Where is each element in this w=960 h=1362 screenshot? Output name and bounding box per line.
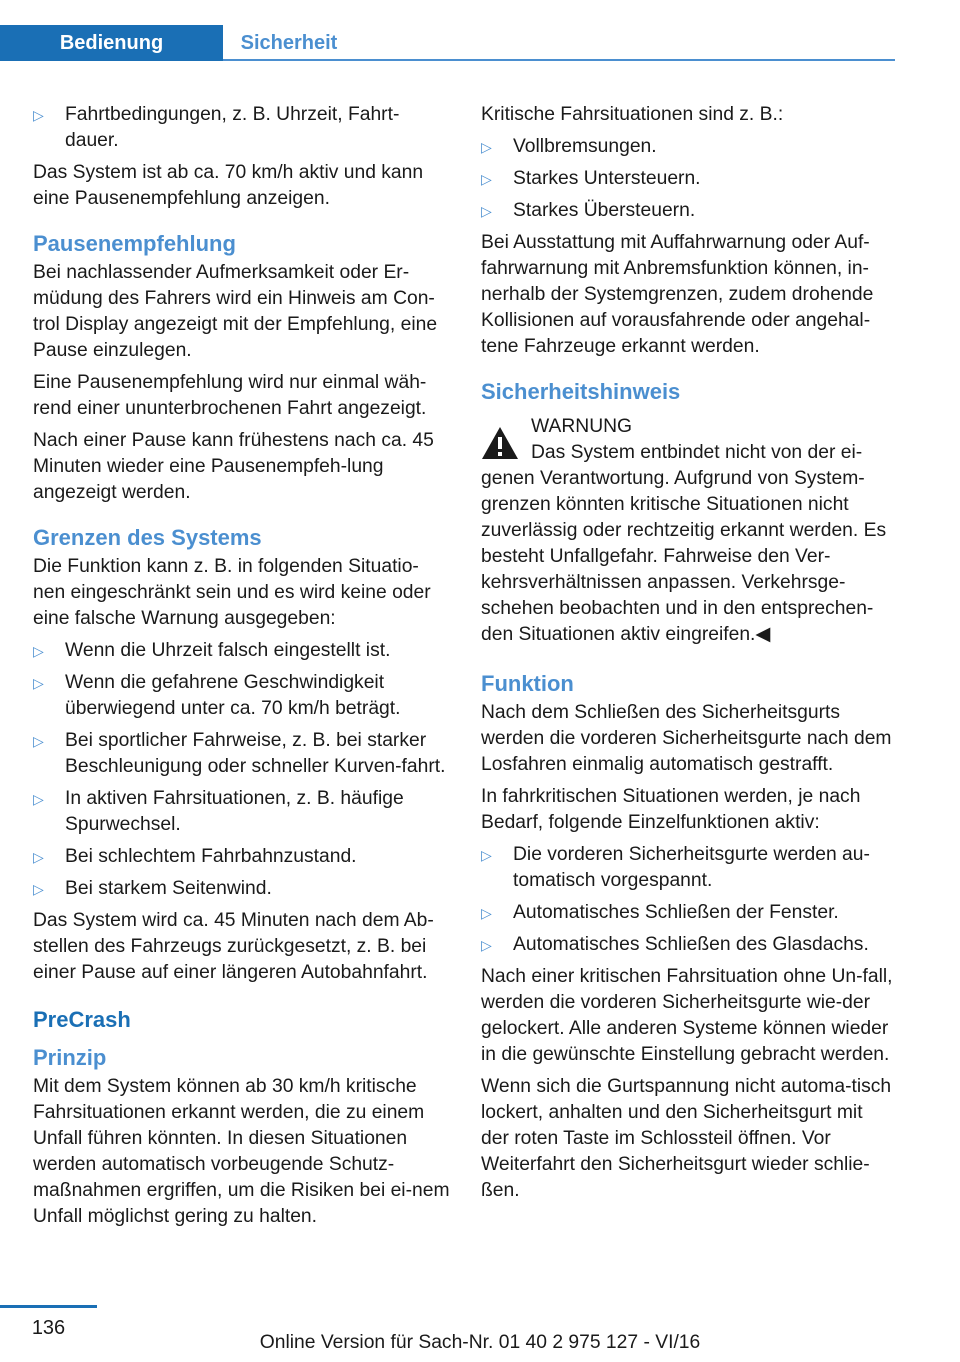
paragraph: In fahrkritischen Situationen werden, je nach Bedarf, folgende Einzelfunktionen aktiv:: [481, 786, 861, 833]
footer-version: Online Version für Sach-Nr. 01 40 2 975 127 - VI/16: [259, 1332, 701, 1353]
list-item: [33, 876, 451, 902]
bullet-icon: ▷: [481, 171, 492, 187]
list-item: [33, 786, 451, 838]
list-item: [33, 728, 451, 780]
tab-bedienung[interactable]: Bedienung: [0, 25, 223, 61]
list-item-text: Automatisches Schließen des Glasdachs.: [513, 934, 869, 955]
bullet-icon: ▷: [481, 203, 492, 219]
right-column: [481, 102, 894, 1210]
list-item: [33, 670, 451, 722]
list-item-text: Wenn die gefahrene Geschwindigkeit überwiegend unter ca. 70 km/h beträgt.: [65, 672, 401, 719]
heading-precrash: PreCrash: [33, 1007, 131, 1032]
bullet-icon: ▷: [481, 937, 492, 953]
bullet-icon: ▷: [33, 107, 44, 123]
list-item: [481, 134, 894, 160]
bullet-icon: ▷: [33, 675, 44, 691]
heading-pausenempfehlung: Pausenempfehlung: [33, 231, 236, 256]
chapter-tabs: [0, 25, 895, 61]
bullet-icon: ▷: [33, 643, 44, 659]
paragraph: Wenn sich die Gurtspannung nicht automa‐tisch lockert, anhalten und den Sicherheitsgurt mit der roten Taste im Schlossteil öffnen. Vor Weiterfahrt den Sicherheitsgurt wieder schlie‐ßen.: [481, 1076, 892, 1201]
bullet-icon: ▷: [481, 905, 492, 921]
paragraph: Eine Pausenempfehlung wird nur einmal wäh‐rend einer ununterbrochenen Fahrt angezeigt.: [33, 372, 427, 419]
paragraph: Bei nachlassender Aufmerksamkeit oder Er‐müdung des Fahrers wird ein Hinweis am Con‐trol Display angezeigt mit der Empfehlung, eine Pause einzulegen.: [33, 262, 438, 361]
list-item: [481, 842, 894, 894]
paragraph: Bei Ausstattung mit Auffahrwarnung oder Auf‐fahrwarnung mit Anbremsfunktion können, in‐nerhalb der Systemgrenzen, zudem drohende Kollisionen auf vorausfahrende oder angehal‐tene Fahrzeuge erkannt werden.: [481, 232, 874, 357]
heading-prinzip: Prinzip: [33, 1045, 107, 1070]
page-number-rule: [0, 1305, 97, 1308]
heading-sicherheitshinweis: Sicherheitshinweis: [481, 379, 681, 404]
paragraph: Die Funktion kann z. B. in folgenden Situatio‐nen eingeschränkt sein und es wird keine oder eine falsche Warnung ausgegeben:: [33, 556, 431, 629]
list-item-text: Bei schlechtem Fahrbahnzustand.: [65, 846, 357, 867]
heading-funktion: Funktion: [481, 671, 574, 696]
paragraph: Kritische Fahrsituationen sind z. B.:: [481, 104, 784, 125]
bullet-icon: ▷: [33, 791, 44, 807]
list-item: [481, 932, 894, 958]
bullet-icon: ▷: [481, 139, 492, 155]
list-item-text: In aktiven Fahrsituationen, z. B. häufige Spurwechsel.: [65, 788, 404, 835]
list-item-text: Bei starkem Seitenwind.: [65, 878, 272, 899]
bullet-icon: ▷: [33, 881, 44, 897]
paragraph: Das System ist ab ca. 70 km/h aktiv und kann eine Pausenempfehlung anzeigen.: [33, 162, 424, 209]
list-item: [481, 900, 894, 926]
paragraph: Mit dem System können ab 30 km/h kritische Fahrsituationen erkannt werden, die zu einem Unfall führen könnten. In diesen Situationen werden automatisch vorbeugende Schutz‐maßnahmen ergriffen, um die Risiken bei ei‐nem Unfall möglichst gering zu halten.: [33, 1076, 450, 1227]
left-column: [33, 102, 451, 1236]
warning-box: [481, 414, 894, 648]
list-item: [481, 198, 894, 224]
heading-grenzen: Grenzen des Systems: [33, 525, 262, 550]
warning-triangle-icon: [481, 426, 519, 460]
list-item-text: Die vorderen Sicherheitsgurte werden au‐tomatisch vorgespannt.: [513, 844, 870, 891]
list-item-text: Fahrtbedingungen, z. B. Uhrzeit, Fahrt‐dauer.: [65, 104, 400, 151]
bullet-icon: ▷: [33, 849, 44, 865]
list-item-text: Starkes Übersteuern.: [513, 200, 696, 221]
paragraph: Nach einer Pause kann frühestens nach ca. 45 Minuten wieder eine Pausenempfeh‐lung angezeigt werden.: [33, 430, 434, 503]
list-item: [33, 638, 451, 664]
page-number: 136: [31, 1317, 66, 1339]
paragraph: Nach dem Schließen des Sicherheitsgurts werden die vorderen Sicherheitsgurte nach dem Losfahren einmalig automatisch gestrafft.: [481, 702, 892, 775]
list-item-text: Automatisches Schließen der Fenster.: [513, 902, 839, 923]
list-item-text: Starkes Untersteuern.: [513, 168, 701, 189]
list-item-text: Wenn die Uhrzeit falsch eingestellt ist.: [65, 640, 391, 661]
paragraph: Nach einer kritischen Fahrsituation ohne Un‐fall, werden die vorderen Sicherheitsgurte wie‐der gelockert. Alle anderen Systeme können wieder in die gewünschte Einstellung gebracht werden.: [481, 966, 893, 1065]
bullet-icon: ▷: [481, 847, 492, 863]
header-rule: [223, 59, 895, 61]
list-item: [33, 102, 451, 154]
warning-text: Das System entbindet nicht von der ei‐genen Verantwortung. Aufgrund von System‐grenzen könnten kritische Situationen nicht zuverlässig oder rechtzeitig erkannt werden. Es besteht Unfallgefahr. Fahrweise den Ver‐kehrsverhältnissen anpassen. Verkehrsge‐schehen beobachten und in den entsprechen‐den Situationen aktiv eingreifen.◀: [481, 442, 887, 645]
list-item: [33, 844, 451, 870]
tab-sicherheit[interactable]: Sicherheit: [240, 31, 338, 54]
list-item: [481, 166, 894, 192]
list-item-text: Bei sportlicher Fahrweise, z. B. bei starker Beschleunigung oder schneller Kurven‐fahrt.: [65, 730, 446, 777]
warning-title: WARNUNG: [531, 416, 633, 437]
paragraph: Das System wird ca. 45 Minuten nach dem Ab‐stellen des Fahrzeugs zurückgesetzt, z. B. bei einer Pause auf einer längeren Autobahnfahrt.: [33, 910, 434, 983]
bullet-icon: ▷: [33, 733, 44, 749]
list-item-text: Vollbremsungen.: [513, 136, 657, 157]
